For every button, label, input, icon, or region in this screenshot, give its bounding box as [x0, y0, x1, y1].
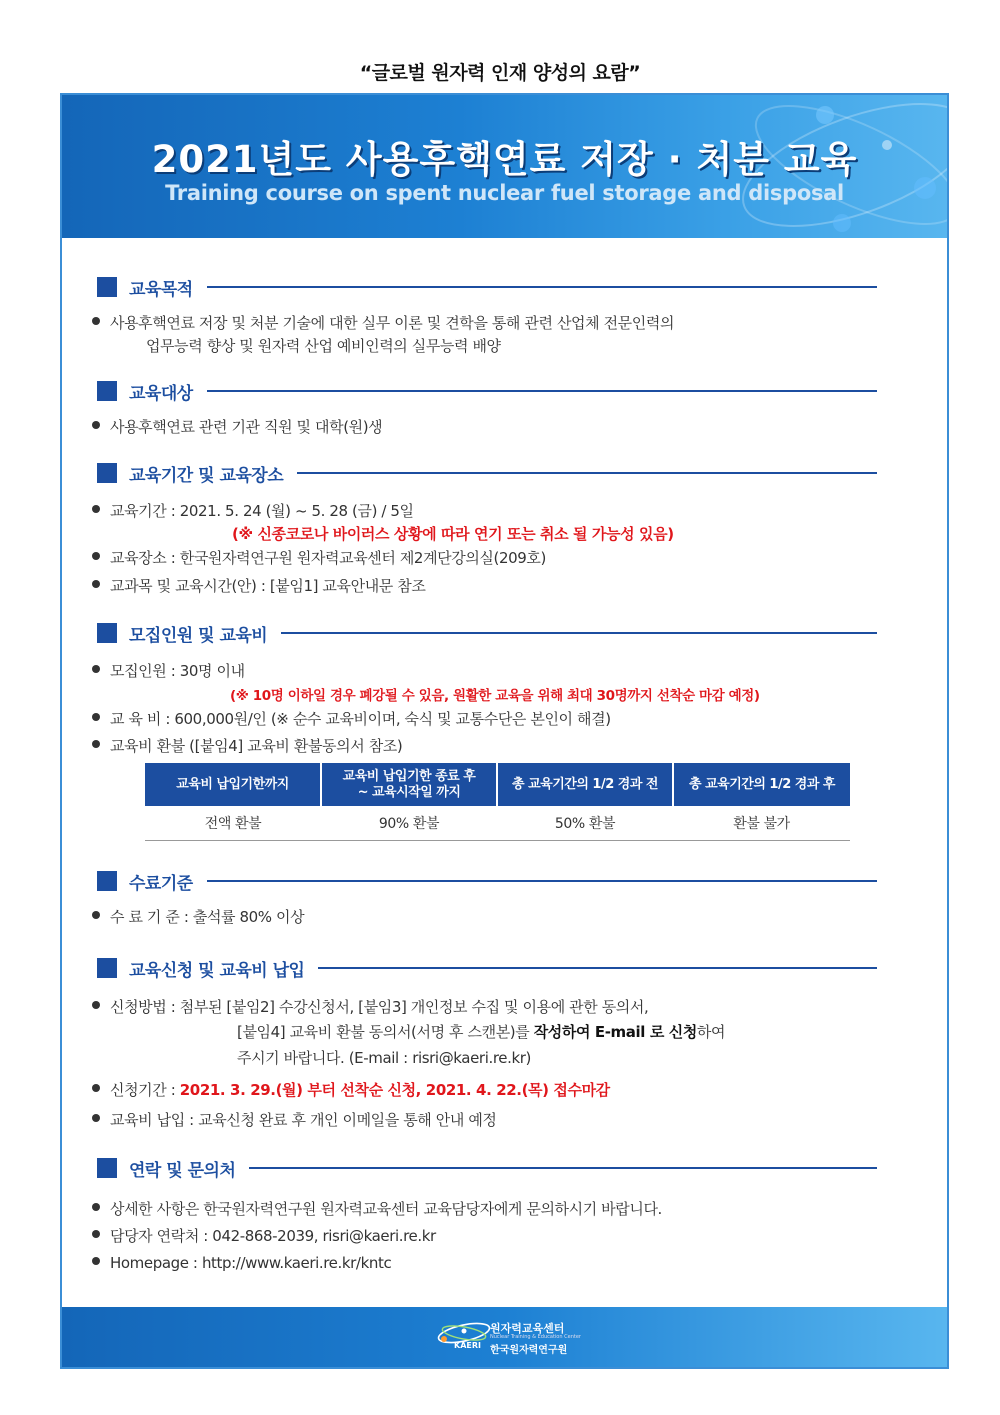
bullet-icon: [92, 1230, 100, 1238]
bullet-icon: [92, 1001, 100, 1009]
bullet-icon: [92, 1257, 100, 1265]
refund-header-cell: 교육비 납입기한까지: [145, 763, 321, 806]
section-square-icon: [97, 381, 117, 401]
section-period: [97, 460, 877, 486]
page-subtitle: Training course on spent nuclear fuel storage and disposal: [165, 181, 844, 205]
slogan: “글로벌 원자력 인재 양성의 요람”: [359, 62, 641, 84]
section-square-icon: [97, 871, 117, 891]
refund-value-cell: 전액 환불: [145, 806, 321, 840]
apply-method-cont: [붙임4] 교육비 환불 동의서(서명 후 스캔본)를 작성하여 E-mail 로 신청하여: [237, 1023, 726, 1041]
subject-item: 교과목 및 교육시간(안) : [붙임1] 교육안내문 참조: [92, 575, 425, 596]
apply-period-item: 신청기간 : 2021. 3. 29.(월) 부터 선착순 신청, 2021. 4. 22.(목) 접수마감: [92, 1079, 610, 1100]
bullet-icon: [92, 552, 100, 560]
apply-method-cont: 주시기 바랍니다. (E-mail : risri@kaeri.re.kr): [237, 1049, 531, 1067]
target-item: 사용후핵연료 관련 기관 직원 및 대학(원)생: [92, 416, 382, 437]
section-recruit: [97, 620, 877, 646]
bullet-icon: [92, 713, 100, 721]
contact-item: 상세한 사항은 한국원자력연구원 원자력교육센터 교육담당자에게 문의하시기 바랍니다.: [92, 1198, 662, 1219]
refund-table: [145, 763, 850, 841]
logo-line3: 한국원자력연구원: [490, 1345, 568, 1356]
section-title: 교육목적: [129, 279, 193, 300]
footer-banner: [62, 1307, 947, 1367]
refund-item: 교육비 환불 ([붙임4] 교육비 환불동의서 참조): [92, 735, 402, 756]
logo-line2: Nuclear Training & Education Center: [490, 1334, 581, 1340]
bullet-icon: [92, 1203, 100, 1211]
recruit-count-item: 모집인원 : 30명 이내: [92, 660, 245, 681]
section-title: 교육신청 및 교육비 납입: [129, 960, 305, 981]
refund-header-cell: 총 교육기간의 1/2 경과 전: [497, 763, 673, 806]
bullet-icon: [92, 1084, 100, 1092]
section-title: 수료기준: [129, 873, 193, 894]
refund-table-header-row: [145, 763, 850, 806]
section-square-icon: [97, 277, 117, 297]
pay-item: 교육비 납입 : 교육신청 완료 후 개인 이메일을 통해 안내 예정: [92, 1109, 497, 1130]
section-contact: [97, 1155, 877, 1181]
header-banner: [62, 95, 947, 238]
notice-frame: [60, 93, 949, 1369]
section-divider: [249, 1167, 877, 1169]
section-divider: [207, 390, 877, 392]
section-square-icon: [97, 958, 117, 978]
place-item: 교육장소 : 한국원자력연구원 원자력교육센터 제2계단강의실(209호): [92, 547, 546, 568]
refund-header-cell: 총 교육기간의 1/2 경과 후: [673, 763, 850, 806]
apply-method-item: 신청방법 : 첨부된 [붙임2] 수강신청서, [붙임3] 개인정보 수집 및 이용에 관한 동의서,: [92, 996, 648, 1017]
section-square-icon: [97, 623, 117, 643]
purpose-item: 사용후핵연료 저장 및 처분 기술에 대한 실무 이론 및 견학을 통해 관련 산업체 전문인력의: [92, 312, 674, 333]
bullet-icon: [92, 911, 100, 919]
section-divider: [207, 880, 877, 882]
refund-header-cell: 교육비 납입기한 종료 후 ~ 교육시작일 까지: [321, 763, 497, 806]
bullet-icon: [92, 740, 100, 748]
section-title: 연락 및 문의처: [129, 1160, 236, 1181]
kaeri-logo: [434, 1317, 594, 1357]
bullet-icon: [92, 1114, 100, 1122]
page-title: 2021년도 사용후핵연료 저장 · 처분 교육: [151, 138, 858, 181]
section-title: 모집인원 및 교육비: [129, 625, 268, 646]
section-square-icon: [97, 1158, 117, 1178]
homepage-item: Homepage : http://www.kaeri.re.kr/kntc: [92, 1254, 391, 1272]
section-target: [97, 378, 877, 404]
refund-value-cell: 50% 환불: [497, 806, 673, 840]
refund-value-cell: 환불 불가: [673, 806, 850, 840]
logo-kaeri-text: KAERI: [454, 1341, 481, 1350]
logo-line1: 원자력교육센터: [490, 1322, 565, 1335]
section-completion: [97, 868, 877, 894]
section-square-icon: [97, 463, 117, 483]
bullet-icon: [92, 580, 100, 588]
period-item: 교육기간 : 2021. 5. 24 (월) ~ 5. 28 (금) / 5일: [92, 500, 414, 521]
period-warning-note: (※ 신종코로나 바이러스 상황에 따라 연기 또는 취소 될 가능성 있음): [232, 525, 674, 543]
bullet-icon: [92, 421, 100, 429]
section-divider: [318, 967, 877, 969]
fee-item: 교 육 비 : 600,000원/인 (※ 순수 교육비이며, 숙식 및 교통수단은 본인이 해결): [92, 708, 611, 729]
section-divider: [207, 286, 877, 288]
section-title: 교육기간 및 교육장소: [129, 465, 284, 486]
section-apply: [97, 955, 877, 981]
purpose-item-cont: 업무능력 향상 및 원자력 산업 예비인력의 실무능력 배양: [146, 337, 501, 355]
refund-value-cell: 90% 환불: [321, 806, 497, 840]
section-title: 교육대상: [129, 383, 193, 404]
table-row: [145, 806, 850, 840]
bullet-icon: [92, 665, 100, 673]
section-purpose: [97, 274, 877, 300]
section-divider: [281, 632, 877, 634]
contact-phone-item: 담당자 연락처 : 042-868-2039, risri@kaeri.re.kr: [92, 1225, 436, 1246]
completion-item: 수 료 기 준 : 출석률 80% 이상: [92, 906, 304, 927]
recruit-warning-note: (※ 10명 이하일 경우 폐강될 수 있음, 원활한 교육을 위해 최대 30명까지 선착순 마감 예정): [230, 688, 760, 704]
bullet-icon: [92, 505, 100, 513]
bullet-icon: [92, 317, 100, 325]
section-divider: [297, 472, 877, 474]
